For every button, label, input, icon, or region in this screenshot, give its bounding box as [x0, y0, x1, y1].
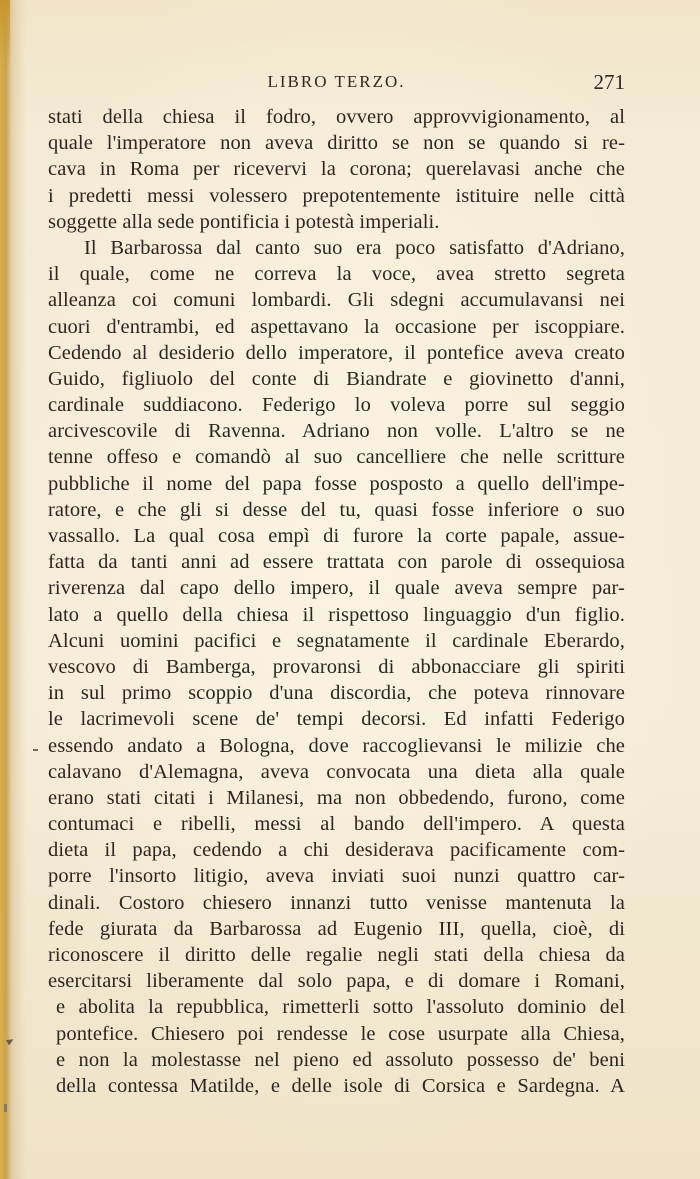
margin-mark: [33, 749, 38, 751]
text-line: cuori d'entrambi, ed aspettavano la occasione per iscoppiare.: [48, 315, 625, 338]
text-line: stati della chiesa il fodro, ovvero approvvigionamento, al: [48, 106, 625, 128]
running-head: [48, 72, 625, 98]
text-line: riconoscere il diritto delle regalie negli stati della chiesa da: [48, 944, 625, 966]
text-line: quale l'imperatore non aveva diritto se non se quando si re-: [48, 132, 625, 155]
text-line: fatta da tanti anni ad essere trattata con parole di ossequiosa: [48, 551, 625, 574]
text-line: esercitarsi liberamente dal solo papa, e di domare i Romani,: [48, 970, 625, 993]
text-line: cardinale suddiacono. Federigo lo voleva porre sul seggio: [48, 394, 625, 417]
binding-edge: [0, 0, 26, 1179]
text-line: le lacrimevoli scene de' tempi decorsi. Ed infatti Federigo: [48, 708, 625, 731]
text-line: cava in Roma per ricevervi la corona; querelavasi anche che: [48, 158, 625, 181]
text-line: vassallo. La qual cosa empì di furore la corte papale, assue-: [48, 525, 625, 547]
text-line: ratore, e che gli si desse del tu, quasi fosse inferiore o suo: [48, 498, 625, 521]
text-line: soggette alla sede pontificia i potestà imperiali.: [48, 210, 440, 233]
text-line: della contessa Matilde, e delle isole di Corsica e Sardegna. A: [56, 1074, 625, 1097]
text-line: riverenza dal capo dello impero, il quale aveva sempre par-: [48, 577, 625, 600]
text-line: il quale, come ne correva la voce, avea stretto segreta: [48, 263, 625, 286]
text-line: dieta il papa, cedendo a chi desiderava pacificamente com-: [48, 839, 625, 862]
text-line: calavano d'Alemagna, aveva convocata una dieta alla quale: [48, 760, 625, 783]
text-line: pubbliche il nome del papa fosse posposto a quello dell'impe-: [48, 472, 625, 495]
text-line: lato a quello della chiesa il rispettoso linguaggio d'un figlio.: [48, 603, 625, 626]
text-line: in sul primo scoppio d'una discordia, che poteva rinnovare: [48, 682, 625, 705]
text-line: alleanza coi comuni lombardi. Gli sdegni accumulavansi nei: [48, 289, 625, 312]
running-head-title: LIBRO TERZO.: [267, 72, 406, 91]
text-line: vescovo di Bamberga, provaronsi di abbonacciare gli spiriti: [48, 655, 625, 678]
text-line: arcivescovile di Ravenna. Adriano non volle. L'altro se ne: [48, 420, 625, 443]
text-line: tenne offeso e comandò al suo cancelliere che nelle scritture: [48, 446, 625, 469]
paragraph-first-line: Il Barbarossa dal canto suo era poco satisfatto d'Adriano,: [84, 236, 625, 259]
text-line: dinali. Costoro chiesero innanzi tutto venisse mantenuta la: [48, 891, 625, 914]
text-line: essendo andato a Bologna, dove raccoglievansi le milizie che: [48, 734, 625, 757]
text-line: Cedendo al desiderio dello imperatore, il pontefice aveva creato: [48, 341, 625, 364]
text-line: erano stati citati i Milanesi, ma non obbedendo, furono, come: [48, 786, 625, 809]
text-line: porre l'insorto litigio, aveva inviati suoi nunzi quattro car-: [48, 865, 625, 888]
text-line: Alcuni uomini pacifici e segnatamente il cardinale Eberardo,: [48, 629, 625, 652]
margin-mark: [4, 1104, 7, 1112]
text-line: i predetti messi volessero prepotentemente istituire nelle città: [48, 184, 625, 207]
page-number: 271: [593, 70, 625, 94]
text-line: Guido, figliuolo del conte di Biandrate e giovinetto d'anni,: [48, 367, 625, 390]
text-line: e abolita la repubblica, rimetterli sotto l'assoluto dominio del: [56, 996, 625, 1019]
text-line: fede giurata da Barbarossa ad Eugenio III, quella, cioè, di: [48, 917, 625, 940]
body-text: [48, 104, 625, 1099]
text-line: contumaci e ribelli, messi al bando dell'impero. A questa: [48, 813, 625, 836]
text-line: pontefice. Chiesero poi rendesse le cose usurpate alla Chiesa,: [56, 1022, 625, 1045]
text-line: e non la molestasse nel pieno ed assoluto possesso de' beni: [56, 1048, 625, 1071]
